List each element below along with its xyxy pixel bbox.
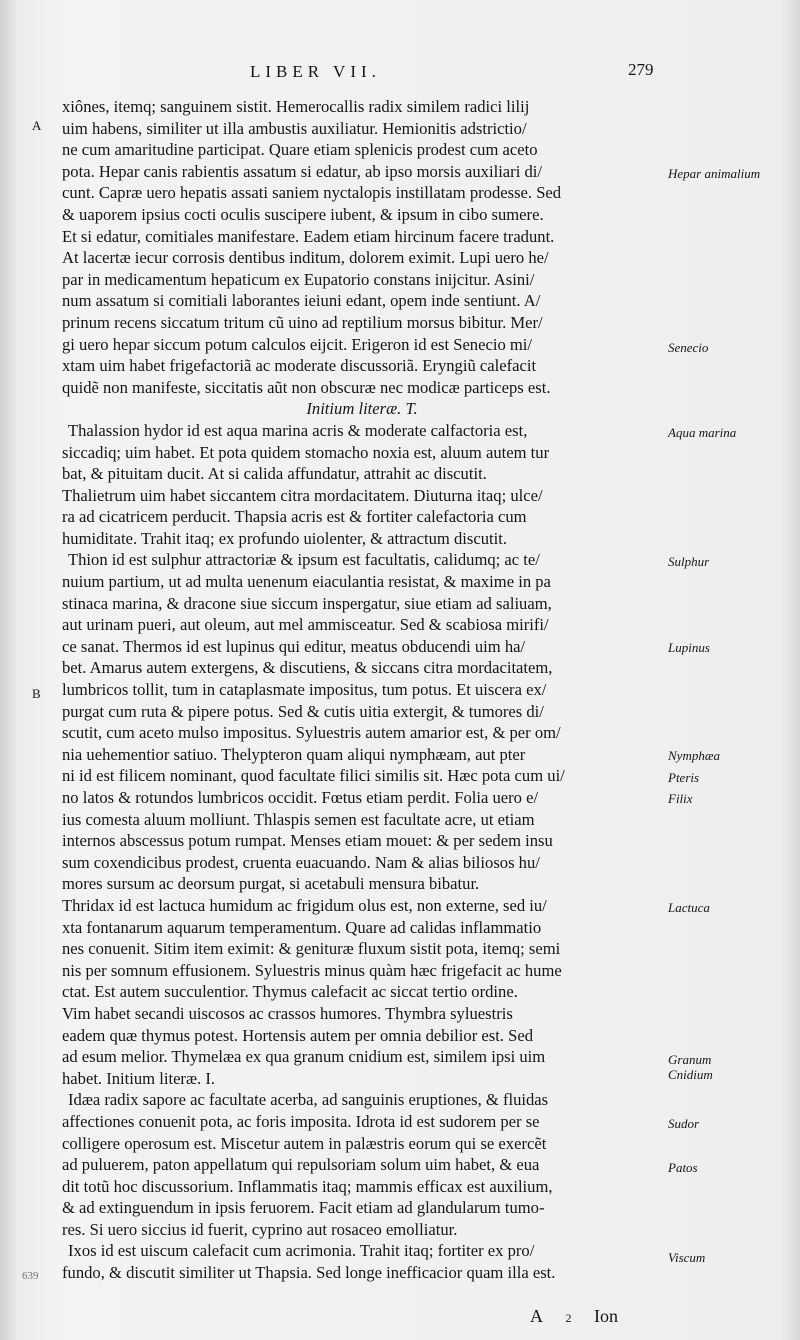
text-line: stinaca marina, & dracone siue siccum inspergatur, siue etiam ad saliuam,	[62, 593, 552, 613]
margin-note: Granum Cnidium	[668, 1052, 713, 1082]
text-line: pota. Hepar canis rabientis assatum si edatur, ab ipso morsis auxiliari di/	[62, 161, 542, 181]
catchword: Ion	[594, 1306, 618, 1326]
margin-page-ref: 639	[22, 1270, 39, 1282]
text-line: At lacertæ iecur corrosis dentibus inditum, dolorem eximit. Lupi uero he/	[62, 248, 549, 268]
text-line: siccadiq; uim habet. Et pota quidem stomacho noxia est, aluum autem tur	[62, 442, 550, 462]
margin-letter-b: B	[32, 686, 41, 701]
text-line: ni id est filicem nominant, quod facultate filici similis sit. Hæc pota cum ui/	[62, 766, 565, 786]
text-line: mores sursum ac deorsum purgat, si acetabuli mensura bibatur.	[62, 874, 480, 894]
margin-note: Sudor	[668, 1116, 700, 1131]
text-line: Ixos id est uiscum calefacit cum acrimonia. Trahit itaq; fortiter ex pro/	[68, 1241, 535, 1261]
text-line: xiônes, itemq; sanguinem sistit. Hemerocallis radix similem radici lilij	[62, 97, 530, 116]
text-line: prinum recens siccatum tritum cũ uino ad reptilium morsus bibitur. Mer/	[62, 312, 543, 332]
text-line: ce sanat. Thermos id est lupinus qui editur, meatus obducendi uim ha/	[62, 636, 526, 656]
text-line: ra ad cicatricem perducit. Thapsia acris est & fortiter calefactoria cum	[62, 507, 527, 527]
text-line: nes conuenit. Sitim item eximit: & genituræ fluxum sistit pota, itemq; semi	[62, 939, 561, 959]
text-line: humiditate. Trahit itaq; ex profundo uiolenter, & attractum discutit.	[62, 528, 507, 548]
text-line: quidẽ non manifeste, siccitatis aũt non obscuræ nec modicæ particeps est.	[62, 377, 551, 397]
margin-note: Filix	[668, 791, 693, 806]
text-line: gi uero hepar siccum potum calculos eijcit. Erigeron id est Senecio mi/	[62, 334, 533, 354]
text-line: ne cum amaritudine participat. Quare etiam splenicis prodest cum aceto	[62, 140, 538, 160]
text-line: habet. Initium literæ. I.	[62, 1068, 215, 1088]
text-line: bat, & pituitam ducit. At si calida affundatur, attrahit ac discutit.	[62, 464, 487, 484]
section-heading: Initium literæ. T.	[306, 399, 418, 419]
signature-number: 2	[565, 1311, 572, 1325]
margin-note: Sulphur	[668, 554, 710, 569]
text-line: internos abscessus potum rumpat. Menses etiam mouet: & per sedem insu	[62, 831, 553, 851]
text-line: bet. Amarus autem extergens, & discutiens, & siccans citra mordacitatem,	[62, 658, 553, 678]
text-line: ad puluerem, paton appellatum qui repulsoriam solum uim habet, & eua	[62, 1155, 540, 1175]
text-line: purgat cum ruta & pipere potus. Sed & cutis uitia extergit, & tumores di/	[62, 701, 544, 721]
text-line: nia uehementior satiuo. Thelypteron quam aliqui nymphæam, aut pter	[62, 744, 526, 764]
catchword-line	[530, 1306, 670, 1327]
text-line: xtam uim habet frigefactoriã ac moderate discussoriã. Eryngiũ calefacit	[62, 356, 537, 376]
text-line: ius comesta aluum molliunt. Thlaspis semen est facultate acre, ut etiam	[62, 809, 535, 829]
signature-mark: A	[530, 1306, 543, 1326]
text-line: & uaporem ipsius cocti oculis suscipere iubent, & ipsum in cibo sumere.	[62, 204, 544, 224]
text-line: & ad extinguendum in ipsis feruorem. Facit etiam ad glandularum tumo-	[62, 1198, 545, 1218]
margin-note: Lupinus	[668, 640, 710, 655]
text-line: par in medicamentum hepaticum ex Eupatorio constans inijcitur. Asini/	[62, 269, 535, 289]
text-line: cunt. Capræ uero hepatis assati saniem nyctalopis instillatam prodesse. Sed	[62, 183, 562, 203]
text-line: affectiones conuenit pota, ac foris imposita. Idrota id est sudorem per se	[62, 1111, 540, 1131]
text-line: ad esum melior. Thymelæa ex qua granum cnidium est, similem ipsi uim	[62, 1047, 546, 1067]
margin-note: Lactuca	[668, 900, 710, 915]
text-line: Thalietrum uim habet siccantem citra mordacitatem. Diuturna itaq; ulce/	[62, 485, 543, 505]
text-line: nis per somnum effusionem. Syluestris minus quàm hæc frigefacit ac hume	[62, 960, 562, 980]
text-line: nuium partium, ut ad multa uenenum eiaculantia resistat, & maxime in pa	[62, 572, 551, 592]
text-line: sum coxendicibus prodest, cruenta euacuando. Nam & alias biliosos hu/	[62, 852, 540, 872]
text-line: aut urinam pueri, aut oleum, aut mel ammisceatur. Sed & scabiosa mirifi/	[62, 615, 549, 635]
text-line: num assatum si comitiali laborantes ieiuni edant, opem inde sentiunt. A/	[62, 291, 541, 311]
running-title: LIBER VII.	[250, 62, 381, 81]
text-line: fundo, & discutit similiter ut Thapsia. Sed longe inefficacior quam illa est.	[62, 1263, 556, 1283]
margin-note: Patos	[668, 1160, 698, 1175]
text-line: Et si edatur, comitiales manifestare. Eadem etiam hircinum facere tradunt.	[62, 226, 555, 246]
text-line: uim habens, similiter ut illa ambustis auxiliatur. Hemionitis adstrictio/	[62, 118, 527, 138]
margin-note: Nymphæa	[668, 748, 720, 763]
margin-letter-a: A	[32, 118, 42, 133]
text-line: no latos & rotundos lumbricos occidit. Fœtus etiam perdit. Folia uero e/	[62, 788, 539, 807]
text-line: scutit, cum aceto mulso impositus. Syluestris autem amarior est, & per om/	[62, 723, 561, 743]
text-line: Thalassion hydor id est aqua marina acris & moderate calfactoria est,	[68, 420, 528, 440]
text-line: Idæa radix sapore ac facultate acerba, ad sanguinis eruptiones, & fluidas	[68, 1090, 549, 1110]
text-line: eadem quæ thymus potest. Hortensis autem per omnia debilior est. Sed	[62, 1025, 533, 1045]
main-text-column	[62, 96, 662, 1284]
text-line: Vim habet secandi uiscosos ac crassos humores. Thymbra syluestris	[62, 1003, 513, 1023]
margin-note: Viscum	[668, 1250, 706, 1265]
margin-note: Senecio	[668, 340, 709, 355]
page-number: 279	[628, 60, 654, 79]
text-line: xta fontanarum aquarum temperamentum. Quare ad calidas inflammatio	[62, 917, 542, 937]
running-header	[0, 60, 800, 88]
text-line: res. Si uero siccius id fuerit, cyprino aut rosaceo emolliatur.	[62, 1219, 458, 1239]
margin-note: Hepar animalium	[668, 166, 761, 181]
text-line: dit totũ hoc discussorium. Inflammatis itaq; mammis efficax est auxilium,	[62, 1176, 553, 1196]
text-line: Thion id est sulphur attractoriæ & ipsum est facultatis, calidumq; ac te/	[68, 550, 540, 570]
text-line: colligere operosum est. Miscetur autem in palæstris eorum qui se exercẽt	[62, 1133, 547, 1153]
margin-note: Pteris	[668, 770, 700, 785]
text-line: ctat. Est autem succulentior. Thymus calefacit ac siccat tertio ordine.	[62, 982, 518, 1002]
text-line: Thridax id est lactuca humidum ac frigidum olus est, non externe, sed iu/	[62, 895, 547, 915]
margin-note: Aqua marina	[668, 425, 737, 440]
text-line: lumbricos tollit, tum in cataplasmate impositus, tum potus. Et uiscera ex/	[62, 680, 547, 700]
